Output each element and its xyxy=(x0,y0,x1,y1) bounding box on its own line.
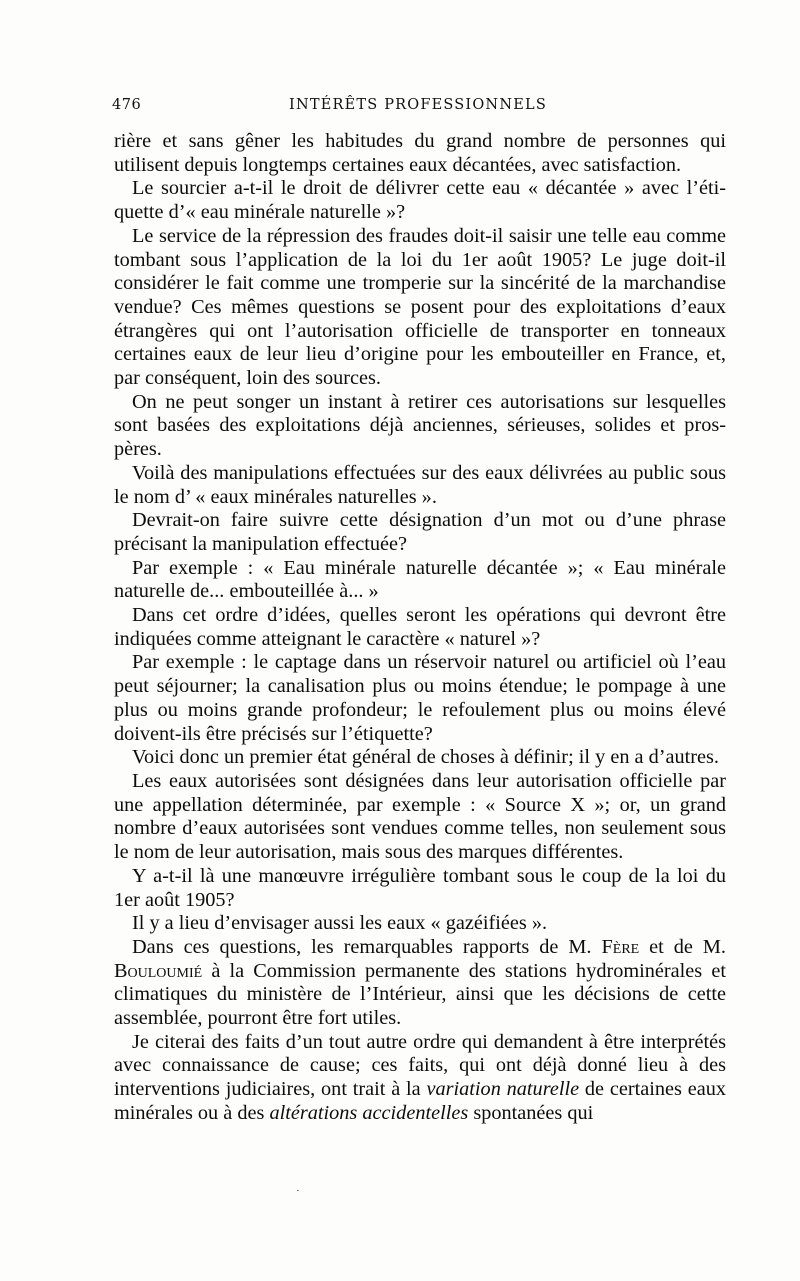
paragraph: Les eaux autorisées sont désignées dans leur autorisation officielle par une appellation déterminée, par exemple : « Source X »; or, un grand nombre d’eaux autorisées sont vendues comme telles, non seulement sous le nom de leur autorisation, mais sous des marques différentes. xyxy=(114,769,726,864)
paragraph xyxy=(114,1031,726,1126)
paragraph: Par exemple : « Eau minérale naturelle décantée »; « Eau minérale naturelle de... embouteillée à... » xyxy=(114,556,726,603)
page-number: 476 xyxy=(112,97,142,113)
paragraph: Il y a lieu d’envisager aussi les eaux « gazéifiées ». xyxy=(132,912,548,935)
author-name: Fère xyxy=(601,935,640,958)
paragraph: Le service de la répression des fraudes doit-il saisir une telle eau comme tombant sous l’application de la loi du 1er août 1905? Le juge doit-il considérer le fait comme une tromperie sur la sincérité de la marchandise vendue? Ces mêmes questions se posent pour des exploitations d’eaux étrangères qui ont l’autorisation officielle de transporter en tonneaux certaines eaux de leur lieu d’origine pour les embouteiller en France, et, par conséquent, loin des sources. xyxy=(114,224,726,390)
text-run: spontanées qui xyxy=(468,1101,594,1124)
text-run: et de M. xyxy=(639,935,727,958)
running-header xyxy=(112,97,724,121)
paragraph: Y a-t-il là une manœuvre irrégulière tombant sous le coup de la loi du 1er août 1905? xyxy=(114,864,726,911)
author-name: Bouloumié xyxy=(114,959,203,982)
footer-mark: · xyxy=(296,1185,300,1197)
paragraph: Voici donc un premier état général de choses à définir; il y en a d’autres. xyxy=(132,746,719,769)
paragraph: Dans cet ordre d’idées, quelles seront les opérations qui devront être indiquées comme atteignant le caractère « naturel »? xyxy=(114,604,726,650)
paragraph: Par exemple : le captage dans un réservoir naturel ou artificiel où l’eau peut séjourner; la canalisation plus ou moins étendue; le pompage à une plus ou moins grande profondeur; le refoulement plus ou moins élevé doivent-ils être précisés sur l’étiquette? xyxy=(114,651,726,745)
paragraph: Voilà des manipulations effectuées sur des eaux délivrées au public sous le nom d’ « eaux minérales naturelles ». xyxy=(114,461,726,508)
running-title: INTÉRÊTS PROFESSIONNELS xyxy=(289,97,547,113)
text-run: à la Commission permanente des stations hydrominérales et climatiques du ministère de l’Intérieur, ainsi que les décisions de cette assemblée, pourront être fort utiles. xyxy=(114,959,726,1030)
paragraph xyxy=(114,936,726,1031)
text-run: de certaines eaux minérales ou à des xyxy=(114,1078,727,1124)
text-run: Je citerai des faits d’un tout autre ordre qui demandent à être interprétés avec connaissance de cause; ces faits, qui ont déjà donné lieu à des interventions judiciaires, ont trait à la xyxy=(114,1030,726,1101)
text-run: Dans ces questions, les remarquables rapports de M. xyxy=(132,935,602,958)
paragraph: On ne peut songer un instant à retirer ces autorisations sur lesquelles sont basées des exploitations déjà anciennes, sérieuses, solides et prospères. xyxy=(114,390,726,461)
paragraph: Le sourcier a-t-il le droit de délivrer cette eau « décantée » avec l’étiquette d’« eau minérale naturelle »? xyxy=(114,177,726,224)
paragraph: Devrait-on faire suivre cette désignation d’un mot ou d’une phrase précisant la manipulation effectuée? xyxy=(114,509,726,555)
paragraph: rière et sans gêner les habitudes du grand nombre de personnes qui utilisent depuis longtemps certaines eaux décantées, avec satisfaction. xyxy=(114,130,726,176)
italic-term: altérations accidentelles xyxy=(269,1101,469,1124)
italic-term: variation naturelle xyxy=(426,1078,580,1101)
body-text xyxy=(114,130,726,1126)
